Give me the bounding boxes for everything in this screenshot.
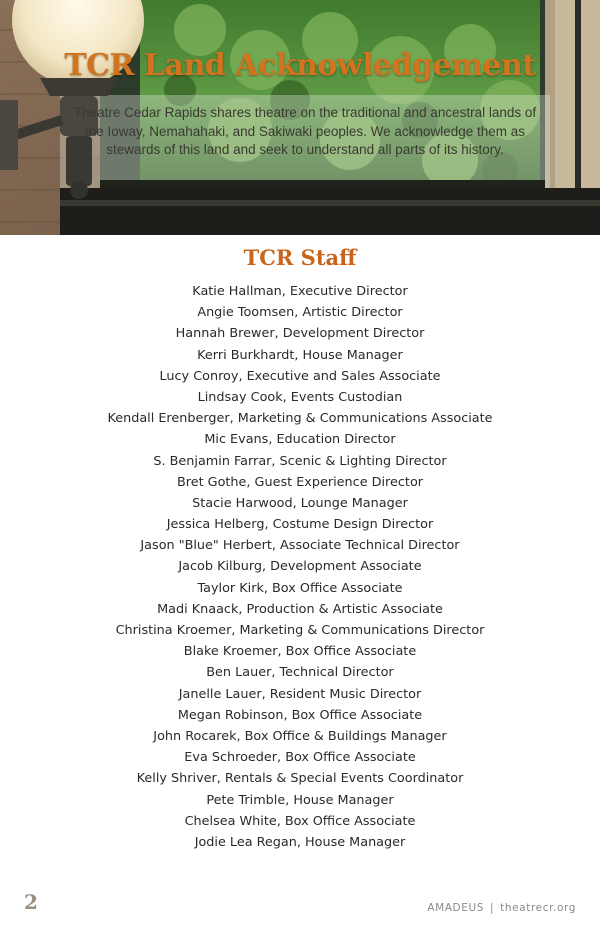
- staff-member: Chelsea White, Box Office Associate: [184, 813, 416, 829]
- staff-member: Katie Hallman, Executive Director: [192, 284, 408, 299]
- land-acknowledgement-title: TCR Land Acknowledgement: [64, 48, 536, 83]
- staff-member: Kelly Shriver, Rentals & Special Events Coordinator: [136, 771, 464, 787]
- staff-member: Kerri Burkhardt, House Manager: [197, 347, 403, 363]
- staff-member: Hannah Brewer, Development Director: [175, 326, 425, 342]
- staff-member: Megan Robinson, Box Office Associate: [177, 707, 423, 723]
- staff-member: Lucy Conroy, Executive and Sales Associate: [159, 368, 441, 384]
- staff-member: Angie Toomsen, Artistic Director: [197, 305, 403, 321]
- staff-member: Mic Evans, Education Director: [204, 432, 396, 448]
- footer-separator: |: [490, 902, 495, 914]
- footer-credit: [427, 902, 576, 914]
- hero-photo-banner: [0, 0, 600, 235]
- page-number: 2: [24, 890, 38, 914]
- website-link[interactable]: theatrecr.org: [500, 902, 576, 914]
- staff-member: Taylor Kirk, Box Office Associate: [197, 580, 403, 596]
- staff-member: Bret Gothe, Guest Experience Director: [176, 474, 424, 490]
- staff-list: [0, 281, 600, 853]
- staff-member: Jason "Blue" Herbert, Associate Technical Director: [140, 538, 460, 554]
- staff-member: Kendall Erenberger, Marketing & Communications Associate: [107, 411, 493, 427]
- show-title: AMADEUS: [427, 902, 485, 914]
- staff-member: Janelle Lauer, Resident Music Director: [178, 686, 422, 702]
- staff-member: Eva Schroeder, Box Office Associate: [184, 750, 416, 766]
- staff-member: Ben Lauer, Technical Director: [206, 665, 394, 681]
- staff-member: John Rocarek, Box Office & Buildings Manager: [153, 728, 447, 744]
- staff-member: Jessica Helberg, Costume Design Director: [166, 517, 434, 533]
- land-acknowledgement-text: Theatre Cedar Rapids shares theatre on the traditional and ancestral lands of the Ioway, Nemahahaki, and Sakiwaki peoples. We acknowledge them as stewards of this land and seek to understand all parts of its history.: [73, 105, 537, 157]
- staff-member: Jacob Kilburg, Development Associate: [178, 559, 422, 575]
- staff-member: S. Benjamin Farrar, Scenic & Lighting Director: [153, 453, 447, 469]
- staff-member: Madi Knaack, Production & Artistic Associate: [157, 601, 443, 617]
- staff-member: Blake Kroemer, Box Office Associate: [183, 644, 417, 660]
- staff-heading: TCR Staff: [243, 245, 357, 270]
- staff-member: Jodie Lea Regan, House Manager: [194, 834, 406, 850]
- staff-member: Christina Kroemer, Marketing & Communications Director: [115, 623, 485, 638]
- staff-member: Pete Trimble, House Manager: [206, 792, 394, 808]
- staff-member: Stacie Harwood, Lounge Manager: [192, 495, 408, 511]
- staff-member: Lindsay Cook, Events Custodian: [197, 389, 403, 405]
